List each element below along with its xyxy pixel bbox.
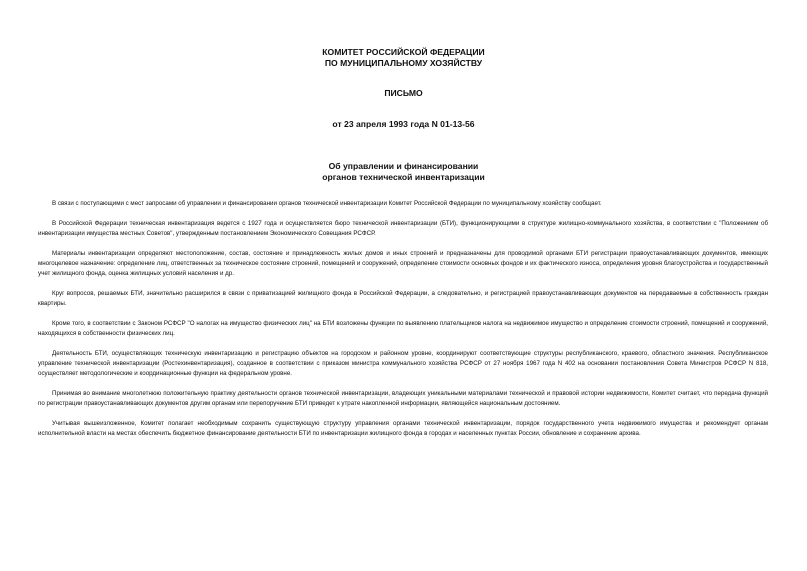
issuing-organization [0,47,807,69]
org-line-2: ПО МУНИЦИПАЛЬНОМУ ХОЗЯЙСТВУ [324,58,483,68]
subject-line-2: органов технической инвентаризации [322,172,485,182]
document-type: ПИСЬМО [384,88,423,98]
paragraph-4: Круг вопросов, решаемых БТИ, значительно расширился в связи с приватизацией жилищного фонда в Российской Федерации, а следовательно, и регистрацией правоустанавливающих документов на передаваемые в собственность граждан квартиры. [38,290,768,307]
document-body [38,199,768,449]
document-date-number: от 23 апреля 1993 года N 01-13-56 [332,119,475,129]
document-subject [0,161,807,183]
paragraph-7: Принимая во внимание многолетнюю положительную практику деятельности органов технической инвентаризации, владеющих уникальными материалами технической и правовой истории недвижимости, Комитет считает, что передача функций по регистрации правоустанавливающих документов другим органам или перепоручение БТИ приведет к утрате накопленной информации, являющейся национальным достоянием. [38,390,768,407]
paragraph-6: Деятельность БТИ, осуществляющих техническую инвентаризацию и регистрацию объектов на городском и районном уровне, координируют соответствующие структуры республиканского, краевого, областного значения. Республиканское управление технической инвентаризации (Ростехинвентаризация), созданное в соответствии с приказом министра коммунального хозяйства РСФСР от 27 ноября 1967 года N 402 на основании постановления Совета Министров РСФСР N 818, осуществляет методологические и координационные функции на федеральном уровне. [38,350,768,377]
paragraph-5: Кроме того, в соответствии с Законом РСФСР "О налогах на имущество физических лиц" на БТИ возложены функции по выявлению плательщиков налога на недвижимое имущество и определение стоимости строений, помещений и сооружений, находящихся в собственности физических лиц. [38,320,768,337]
paragraph-3: Материалы инвентаризации определяют местоположение, состав, состояние и принадлежность жилых домов и иных строений и предназначены для проводимой органами БТИ регистрации правоустанавливающих документов, имеющих многоцелевое назначение: определение лиц, ответственных за техническое состояние строений, помещений и сооружений, определение стоимости основных фондов и их фактического износа, определения уровня благоустройства и государственный учет жилищного фонда, оценка жилищных условий населения и др. [38,250,768,277]
paragraph-2: В Российской Федерации техническая инвентаризация ведется с 1927 года и осуществляется бюро технической инвентаризации (БТИ), функционирующими в структуре жилищно-коммунального хозяйства, в соответствии с "Положением об инвентаризации имущества местных Советов", утвержденным постановлением Экономического Совещания РСФСР. [38,220,768,237]
paragraph-8: Учитывая вышеизложенное, Комитет полагает необходимым сохранить существующую структуру управления органами технической инвентаризации, порядок государственного учета недвижимого имущества и рекомендует органам исполнительной власти на местах обеспечить бюджетное финансирование деятельности БТИ по инвентаризации жилищного фонда в городах и населенных пунктах России, обновление и сохранение архива. [38,420,768,437]
org-line-1: КОМИТЕТ РОССИЙСКОЙ ФЕДЕРАЦИИ [322,47,485,57]
subject-line-1: Об управлении и финансировании [328,161,479,171]
paragraph-1: В связи с поступающими с мест запросами об управлении и финансировании органов технической инвентаризации Комитет Российской Федерации по муниципальному хозяйству сообщает. [52,200,602,207]
